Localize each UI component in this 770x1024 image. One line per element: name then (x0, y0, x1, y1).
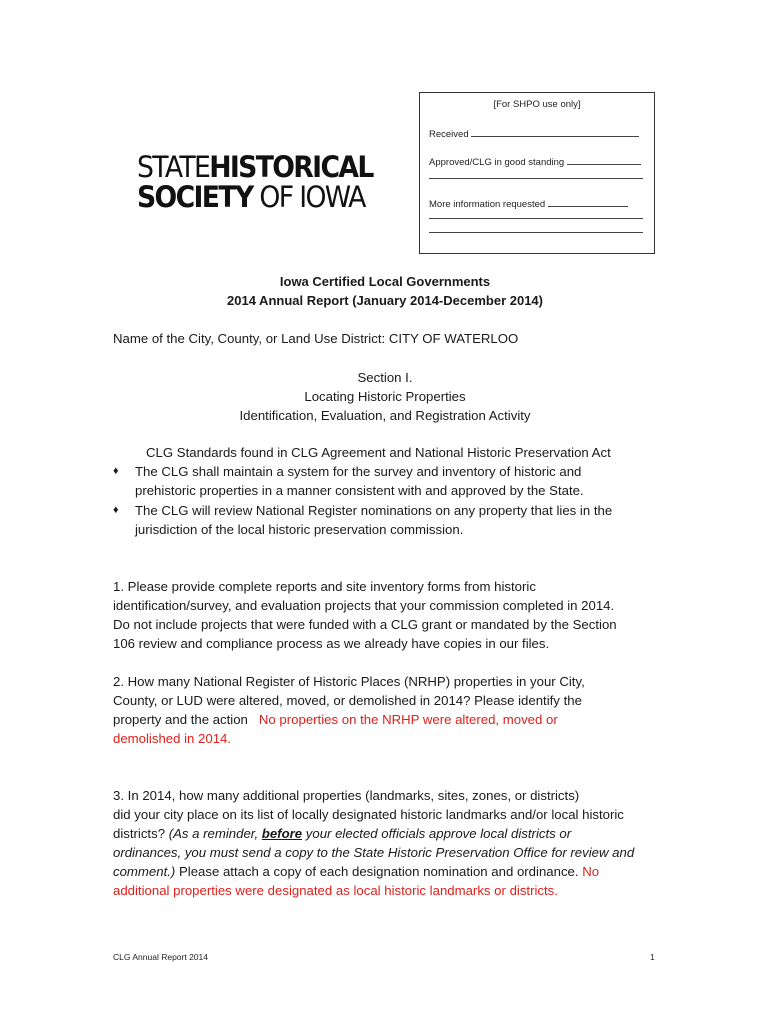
more-info-blank-line-1 (429, 209, 645, 222)
report-title-line-1: Iowa Certified Local Governments (279, 274, 491, 289)
question-1: 1. Please provide complete reports and site inventory forms from historic identification/survey, and evaluation projects that your commission completed in 2014. Do not include projects that were funded with a CLG grant or mandated by the Section 106 review and compliance process as we already have copies in our files. (113, 579, 617, 651)
shpo-use-only-box (419, 92, 655, 254)
section-subtitle: Identification, Evaluation, and Registration Activity (239, 408, 531, 423)
shpo-box-title: [For SHPO use only] (493, 99, 581, 110)
question-2-answer-cont: demolished in 2014. (113, 731, 232, 746)
more-info-blank (548, 197, 628, 207)
question-3: 3. In 2014, how many additional properties (landmarks, sites, zones, or districts) did your city place on its list of locally designated historic landmarks and/or local historic districts? (As a reminder, before your elected officials approve local districts or ordinances, you must send a copy to the State Historic Preservation Office for review and comment.) Please attach a copy of each designation nomination and ordinance. No additional properties were designated as local historic landmarks or districts. (113, 786, 658, 900)
state-historical-society-logo (137, 152, 393, 212)
approved-field: Approved/CLG in good standing (429, 155, 645, 168)
more-info-blank-line-2 (429, 223, 645, 236)
diamond-bullet-icon: ♦ (113, 504, 119, 516)
section-title: Locating Historic Properties (304, 389, 466, 404)
report-title-line-2: 2014 Annual Report (January 2014-December 2014) (227, 293, 543, 308)
diamond-bullet-icon: ♦ (113, 465, 119, 477)
question-2: 2. How many National Register of Historic Places (NRHP) properties in your City, County, or LUD were altered, moved, or demolished in 2014? Please identify the property and the action No properties on the NRHP were altered, moved or demolished in 2014. (113, 672, 658, 748)
received-field: Received (429, 127, 645, 140)
question-2-answer: No properties on the NRHP were altered, moved or (258, 712, 558, 727)
document-page: STATEHISTORICAL SOCIETY OF IOWA [For SHPO use only] Received Approved/CLG in good standing More information requested Iowa Certified Local Governments 2014 Annual Report (January 2014-December 2014) Name of the City, County, or Land Use District: CITY OF WATERLOO Section I. Locating Historic Properties Identification, Evaluation, and Registration Activity CLG Standards found in CLG Agreement and National Historic Preservation Act ♦ The CLG shall maintain a system for the survey and inventory of historic and prehistoric properties in a manner consistent with and approved by the State. ♦ The CLG will review National Register nominations on any property that lies in the jurisdiction of the local historic preservation commission. 1. Please provide complete reports and site inventory forms from historic identification/survey, and evaluation projects that your commission completed in 2014. Do not include projects that were funded with a CLG grant or mandated by the Section 106 review and compliance process as we already have copies in our files. 2. How many National Register of Historic Places (NRHP) properties in your City, County, or LUD were altered, moved, or demolished in 2014? Please identify the property and the action No properties on the NRHP were altered, moved or demolished in 2014. 3. In 2014, how many additional properties (landmarks, sites, zones, or districts) did your city place on its list of locally designated historic landmarks and/or local historic districts? (As a reminder, before your elected officials approve local districts or ordinances, you must send a copy to the State Historic Preservation Office for review and comment.) Please attach a copy of each designation nomination and ordinance. No additional properties were designated as local historic landmarks or districts. CLG Annual Report 2014 1 (0, 0, 770, 1024)
section-number: Section I. (357, 370, 413, 385)
approved-blank (567, 155, 641, 165)
footer-title: CLG Annual Report 2014 (113, 952, 208, 962)
approved-blank-line (429, 169, 645, 182)
question-3-answer-cont: additional properties were designated as local historic landmarks or districts. (113, 883, 558, 898)
question-3-answer: No (582, 864, 600, 879)
received-blank (471, 127, 639, 137)
page-number: 1 (650, 952, 655, 962)
jurisdiction-name-line: Name of the City, County, or Land Use District: CITY OF WATERLOO (113, 331, 519, 346)
more-info-field: More information requested (429, 197, 645, 210)
logo-line-2: SOCIETY OF IOWA (137, 180, 365, 214)
clg-standards-heading: CLG Standards found in CLG Agreement and National Historic Preservation Act (146, 445, 611, 460)
logo-line-1: STATEHISTORICAL (137, 150, 373, 184)
